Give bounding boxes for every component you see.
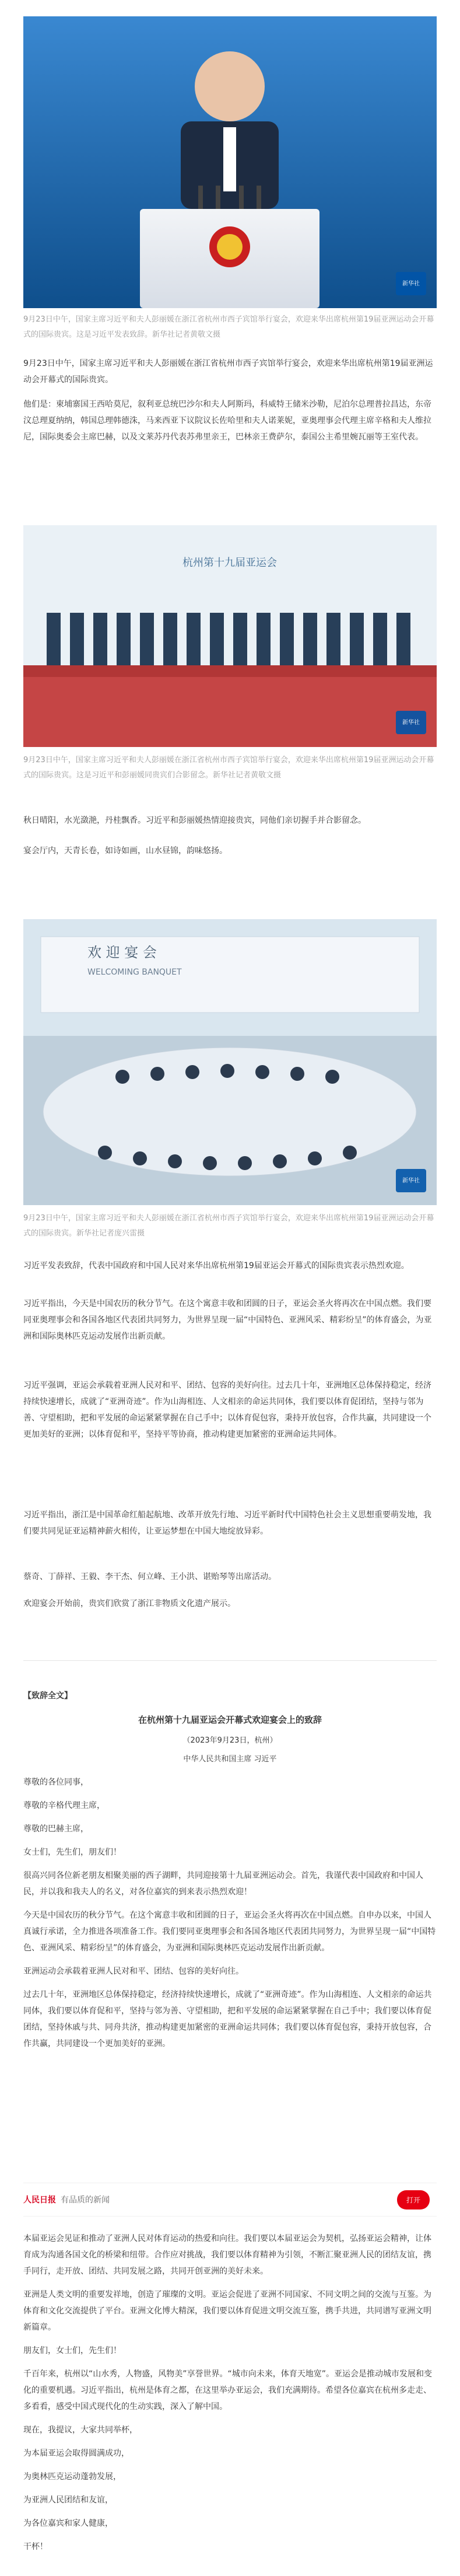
- toast-1: 为本届亚运会取得圆满成功，: [23, 2449, 129, 2458]
- toast-4: 为各位嘉宾和家人健康，: [23, 2519, 113, 2528]
- section-divider: [23, 1660, 437, 1661]
- salutation-1: 尊敬的各位同事，: [23, 1778, 89, 1787]
- hero-photo: [23, 16, 437, 308]
- speech-title: 在杭州第十九届亚运会开幕式欢迎宴会上的致辞: [138, 1715, 322, 1725]
- paragraph-10: 欢迎宴会开始前，贵宾们欣赏了浙江非物质文化遗产展示。: [23, 1599, 236, 1608]
- xinhua-badge: 新华社: [396, 272, 426, 295]
- brand-subtitle: 有品质的新闻: [61, 2195, 110, 2205]
- group-photo: [23, 525, 437, 747]
- speech-paragraph-7: 朋友们，女士们，先生们！: [23, 2346, 121, 2355]
- paragraph-5: 习近平发表致辞，代表中国政府和中国人民对来华出席杭州第19届亚运会开幕式的国际贵宾表示热烈欢迎。: [23, 1261, 409, 1270]
- group-photo-svg: [23, 525, 437, 747]
- banquet-photo: [23, 919, 437, 1205]
- paragraph-9: 蔡奇、丁薛祥、王毅、李干杰、何立峰、王小洪、谌贻琴等出席活动。: [23, 1572, 276, 1582]
- toast-5: 干杯！: [23, 2542, 48, 2551]
- speech-paragraph-3: 亚洲运动会承载着亚洲人民对和平、团结、包容的美好向往。: [23, 1967, 244, 1976]
- paragraph-2: 他们是：柬埔寨国王西哈莫尼，叙利亚总统巴沙尔和夫人阿斯玛，科威特王储米沙勒，尼泊尔总理普拉昌达，东帝汶总理夏纳纳，韩国总理韩德洙，马来西亚下议院议长佐哈里和夫人诺莱妮，亚奥理事会代理主席辛格和夫人维拉尼，国际奥委会主席巴赫，以及文莱苏丹代表苏弗里亲王，巴林亲王费萨尔，泰国公主希里婉瓦丽等王室代表。: [23, 400, 431, 442]
- xinhua-badge-2: 新华社: [396, 711, 426, 734]
- full-text-section: [23, 1681, 437, 2059]
- banquet-photo-svg: [23, 919, 437, 1205]
- caption-3: 9月23日中午，国家主席习近平和夫人彭丽媛在浙江省杭州市西子宾馆举行宴会，欢迎来华出席杭州第19届亚洲运动会开幕式的国际贵宾。新华社记者庞兴雷摄: [23, 1214, 434, 1238]
- speech-paragraph-4: 过去几十年，亚洲地区总体保持稳定，经济持续快速增长，成就了“亚洲奇迹”。作为山海相连、人文相亲的命运共同体，我们要以体育促和平，坚持与邻为善、守望相助，把和平发展的命运紧紧掌握在自己手中；我们要以体育促团结，坚持休戚与共、同舟共济，推动构建更加紧密的亚洲命运共同体；我们要以体育促包容，秉持开放包容，合作共赢，共同建设一个更加美好的亚洲。: [23, 1990, 432, 2048]
- paragraph-4: 宴会厅内，天青长卷，如诗如画，山水昼锦，韵味悠扬。: [23, 846, 227, 856]
- speech-continued: [23, 2231, 437, 2562]
- paragraph-1: 9月23日中午，国家主席习近平和夫人彭丽媛在浙江省杭州市西子宾馆举行宴会，欢迎来华出席杭州第19届亚洲运动会开幕式的国际贵宾。: [23, 359, 433, 385]
- open-app-button[interactable]: 打开: [397, 2190, 430, 2210]
- speech-paragraph-8: 千百年来，杭州以“山水秀，人物盛，风物美”享誉世界。“城市向未来，体育天地宽”。亚运会是推动城市发展和变化的重要机遇。习近平指出，杭州是体育之都，在这里举办亚运会，我们充满期待。希望各位嘉宾在杭州多走走、多看看，感受中国式现代化的生动实践，深入了解中国。: [23, 2369, 433, 2411]
- brand-name: 人民日报: [23, 2195, 56, 2205]
- banquet-banner-cn: 欢 迎 宴 会: [87, 944, 157, 961]
- paragraph-7: 习近平强调，亚运会承载着亚洲人民对和平、团结、包容的美好向往。过去几十年，亚洲地区总体保持稳定，经济持续快速增长，成就了“亚洲奇迹”。作为山海相连、人文相亲的命运共同体，我们要以体育促团结，坚持与邻为善、守望相助，把和平发展的命运紧紧掌握在自己手中；以体育促包容，秉持开放包容，合作共赢，共同建设一个更加美好的亚洲；以体育促和平，坚持平等协商，推动构建更加紧密的亚洲命运共同体。: [23, 1381, 431, 1439]
- speech-paragraph-9: 现在，我提议，大家共同举杯，: [23, 2425, 138, 2435]
- xinhua-badge-3: 新华社: [396, 1169, 426, 1192]
- paragraph-6: 习近平指出，今天是中国农历的秋分节气。在这个寓意丰收和团圆的日子，亚运会圣火将再次在中国点燃。我们要同亚奥理事会和各国各地区代表团共同努力，为世界呈现一届“中国特色、亚洲风采、精彩纷呈”的体育盛会，为亚洲和国际奥林匹克运动发展作出新贡献。: [23, 1299, 432, 1341]
- speech-paragraph-2: 今天是中国农历的秋分节气。在这个寓意丰收和团圆的日子，亚运会圣火将再次在中国点燃。自申办以来，中国人真诚行承诺，全力推进各项准备工作。我们要同亚奥理事会和各国各地区代表团共同努力，为世界呈现一届“中国特色、亚洲风采、精彩纷呈”的体育盛会，为亚洲和国际奥林匹克运动发展作出新贡献。: [23, 1911, 436, 1953]
- speech-paragraph-1: 很高兴同各位新老朋友相聚美丽的西子湖畔，共同迎接第十九届亚洲运动会。首先，我谨代表中国政府和中国人民，并以我和我夫人的名义，对各位嘉宾的到来表示热烈欢迎！: [23, 1871, 423, 1897]
- full-text-label: 【致辞全文】: [23, 1691, 72, 1701]
- caption-1: 9月23日中午，国家主席习近平和夫人彭丽媛在浙江省杭州市西子宾馆举行宴会，欢迎来华出席杭州第19届亚洲运动会开幕式的国际贵宾。这是习近平发表致辞。新华社记者黄敬文摄: [23, 315, 434, 339]
- speech-paragraph-5: 本届亚运会见证和推动了亚洲人民对体育运动的热爱和向往。我们要以本届亚运会为契机，弘扬亚运会精神，让体育成为沟通各国文化的桥梁和纽带。合作应对挑战，我们要以体育精神为引领，不断汇聚亚洲人民的团结友谊，携手同行，走开放、团结、共同发展之路，共同开创亚洲的美好未来。: [23, 2234, 431, 2276]
- speech-paragraph-6: 亚洲是人类文明的重要发祥地，创造了璀璨的文明。亚运会促进了亚洲不同国家、不同文明之间的交流与互鉴。为体育和文化交流提供了平台。亚洲文化博大精深，我们要以体育促进文明交流互鉴，携手共进，共同谱写亚洲文明新篇章。: [23, 2290, 431, 2332]
- salutation-4: 女士们，先生们，朋友们！: [23, 1848, 121, 1857]
- banquet-banner-en: WELCOMING BANQUET: [87, 968, 182, 977]
- hero-image: [23, 16, 437, 308]
- app-brand: [23, 2194, 110, 2205]
- toast-2: 为奥林匹克运动蓬勃发展，: [23, 2472, 121, 2481]
- toast-3: 为亚洲人民团结和友谊，: [23, 2495, 113, 2505]
- salutation-3: 尊敬的巴赫主席，: [23, 1824, 89, 1834]
- speech-date-place: （2023年9月23日，杭州）: [182, 1736, 278, 1745]
- speech-speaker: 中华人民共和国主席 习近平: [183, 1755, 277, 1764]
- caption-2: 9月23日中午，国家主席习近平和夫人彭丽媛在浙江省杭州市西子宾馆举行宴会，欢迎来华出席杭州第19届亚洲运动会开幕式的国际贵宾。这是习近平和彭丽媛同贵宾们合影留念。新华社记者黄敬文摄: [23, 756, 434, 780]
- paragraph-3: 秋日晴阳，水光潋滟，丹桂飘香。习近平和彭丽媛热情迎接贵宾，同他们亲切握手并合影留念。: [23, 816, 366, 825]
- salutation-2: 尊敬的辛格代理主席，: [23, 1801, 105, 1810]
- paragraph-8: 习近平指出，浙江是中国革命红船起航地、改革开放先行地、习近平新时代中国特色社会主义思想重要萌发地，我们要共同见证亚运精神薪火相传，让亚运梦想在中国大地绽放异彩。: [23, 1510, 431, 1536]
- group-photo-banner: 杭州第十九届亚运会: [182, 557, 277, 569]
- app-download-banner[interactable]: [23, 2183, 437, 2217]
